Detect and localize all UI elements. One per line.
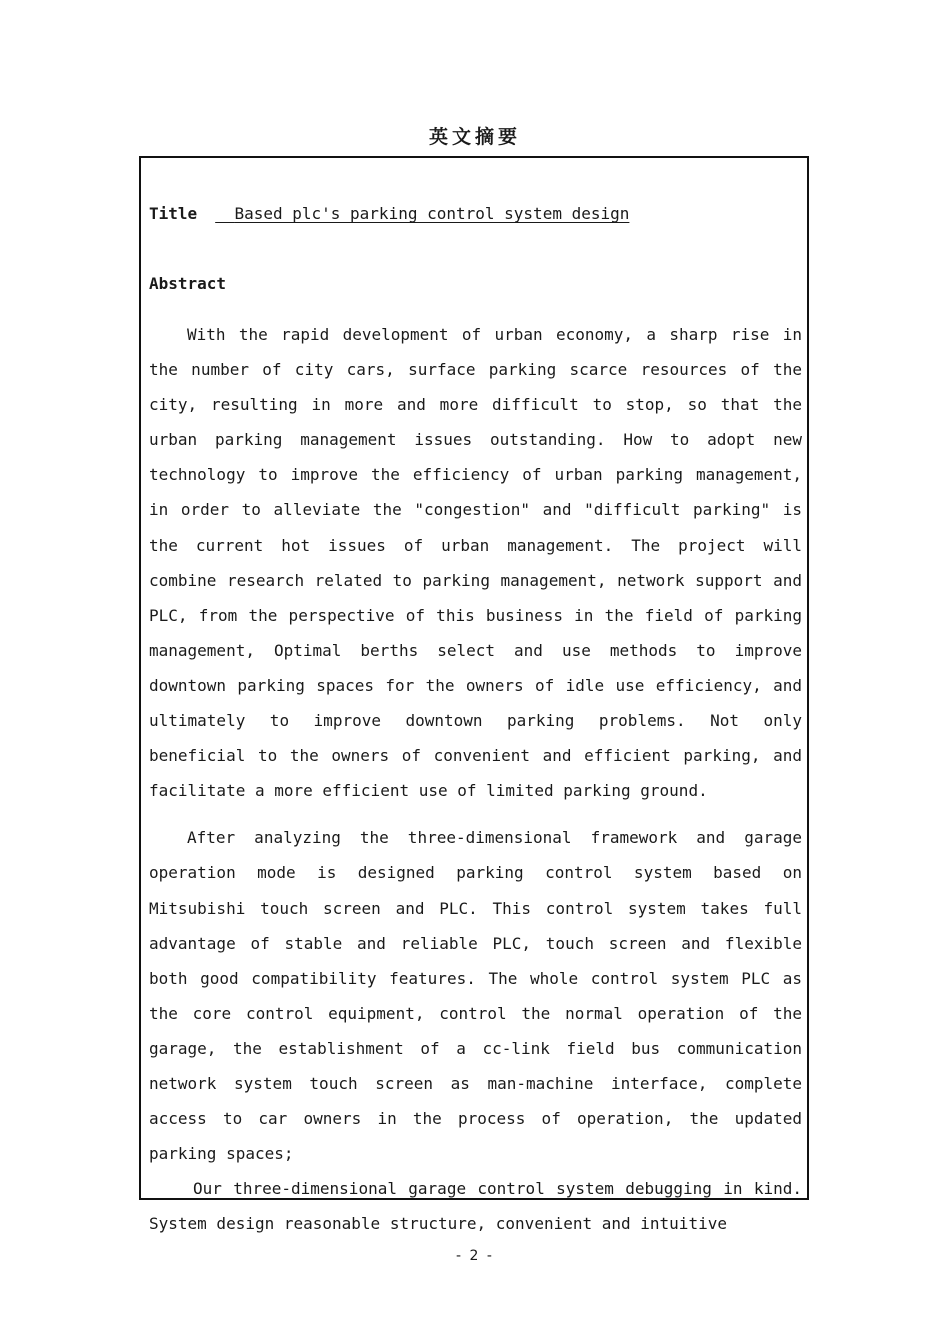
title-label: Title [149, 204, 198, 223]
title-text: Based plc's parking control system design [234, 204, 630, 223]
title-row [149, 204, 629, 223]
page-number: - 2 - [456, 1248, 494, 1264]
abstract-paragraph-1: With the rapid development of urban economy, a sharp rise in the number of city cars, surface parking scarce resources of the city, resulting in more and more difficult to stop, so that the urban parking management issues outstanding. How to adopt new technology to improve the efficiency of urban parking management, in order to alleviate the "congestion" and "difficult parking" is the current hot issues of urban management. The project will combine research related to parking management, network support and PLC, from the perspective of this business in the field of parking management, Optimal berths select and use methods to improve downtown parking spaces for the owners of idle use efficiency, and ultimately to improve downtown parking problems. Not only beneficial to the owners of convenient and efficient parking, and facilitate a more efficient use of limited parking ground. [149, 325, 802, 801]
abstract-label: Abstract [149, 274, 227, 293]
abstract-body [149, 317, 802, 1241]
abstract-paragraph-3: Our three-dimensional garage control system debugging in kind. System design reasonable structure, convenient and intuitive [149, 1179, 802, 1234]
abstract-paragraph-2: After analyzing the three-dimensional framework and garage operation mode is designed parking control system based on Mitsubishi touch screen and PLC. This control system takes full advantage of stable and reliable PLC, touch screen and flexible both good compatibility features. The whole control system PLC as the core control equipment, control the normal operation of the garage, the establishment of a cc-link field bus communication network system touch screen as man-machine interface, complete access to car owners in the process of operation, the updated parking spaces; [149, 828, 802, 1164]
abstract-frame [139, 156, 809, 1234]
title-value [215, 204, 629, 223]
page-heading: 英文摘要 [428, 126, 521, 148]
